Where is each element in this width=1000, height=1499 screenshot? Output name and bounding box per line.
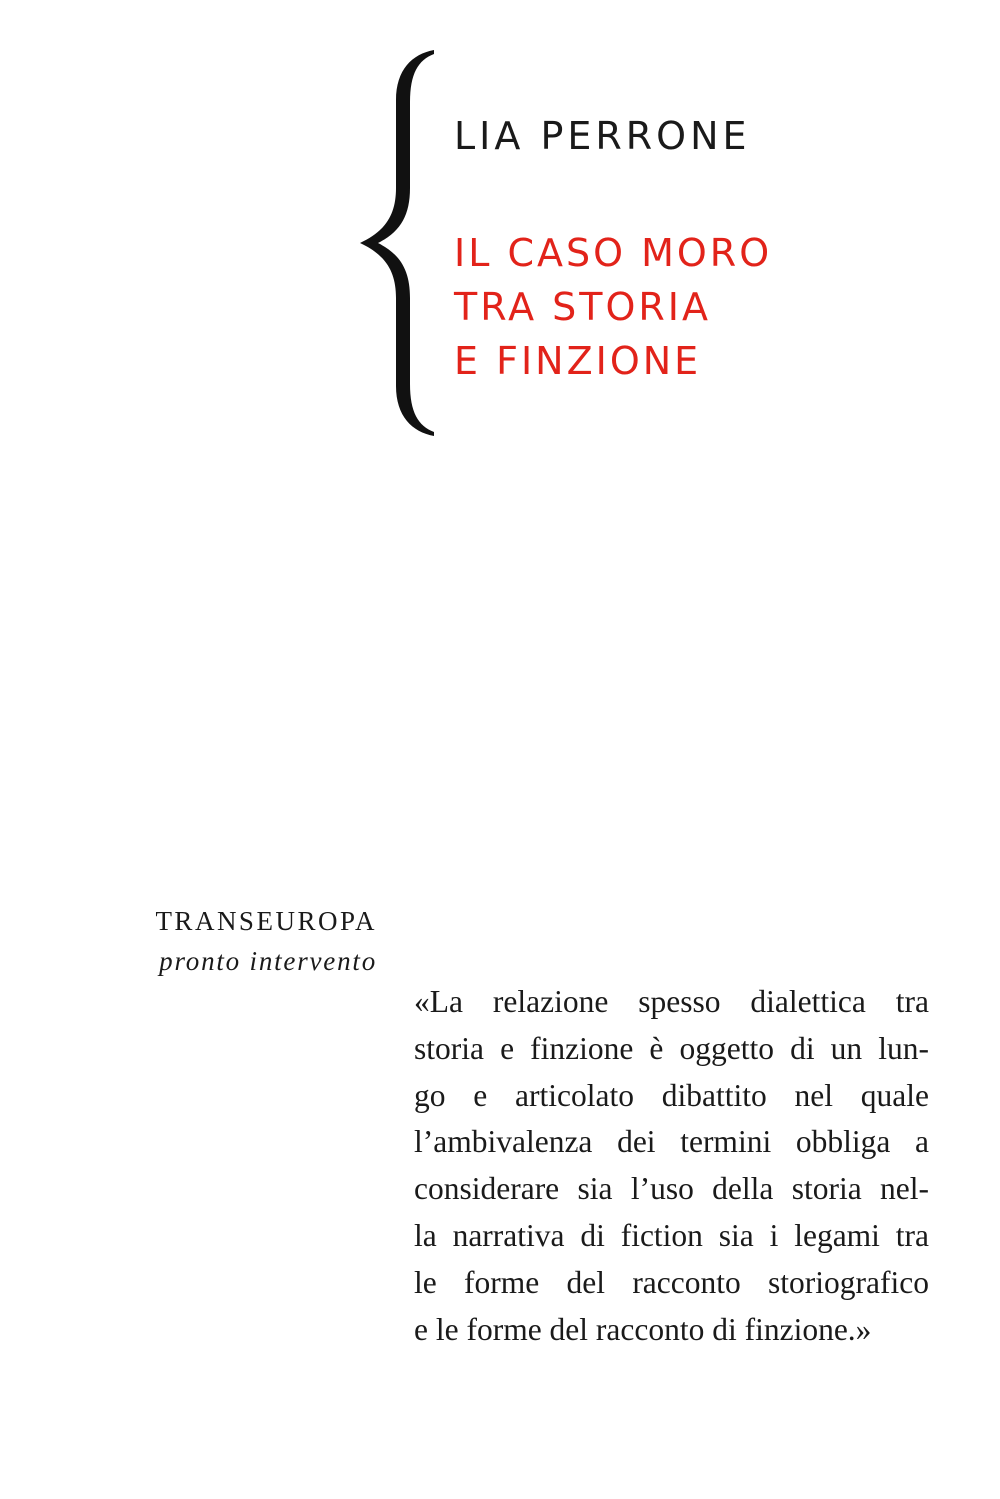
title-line: E FINZIONE [454,339,702,383]
quote-line: «La relazione spesso dialettica tra [414,984,929,1019]
quote-line: storia e finzione è oggetto di un lun- [414,1030,929,1066]
quote-line: go e articolato dibattito nel quale [414,1077,929,1113]
quote-line: la narrativa di fiction sia i legami tra [414,1217,929,1253]
publisher-name: TRANSEUROPA [155,906,377,936]
book-title [454,226,772,388]
curly-brace-icon [352,48,442,438]
title-line: IL CASO MORO [454,231,773,275]
author-name: LIA PERRONE [454,114,751,158]
back-quote [414,979,929,1353]
quote-line: l’ambivalenza dei termini obbliga a [414,1124,929,1160]
title-line: TRA STORIA [454,285,711,329]
quote-line: e le forme del racconto di finzione.» [414,1311,872,1347]
quote-line: le forme del racconto storiografico [414,1264,929,1300]
series-name: pronto intervento [159,946,377,976]
quote-line: considerare sia l’uso della storia nel- [414,1171,929,1207]
